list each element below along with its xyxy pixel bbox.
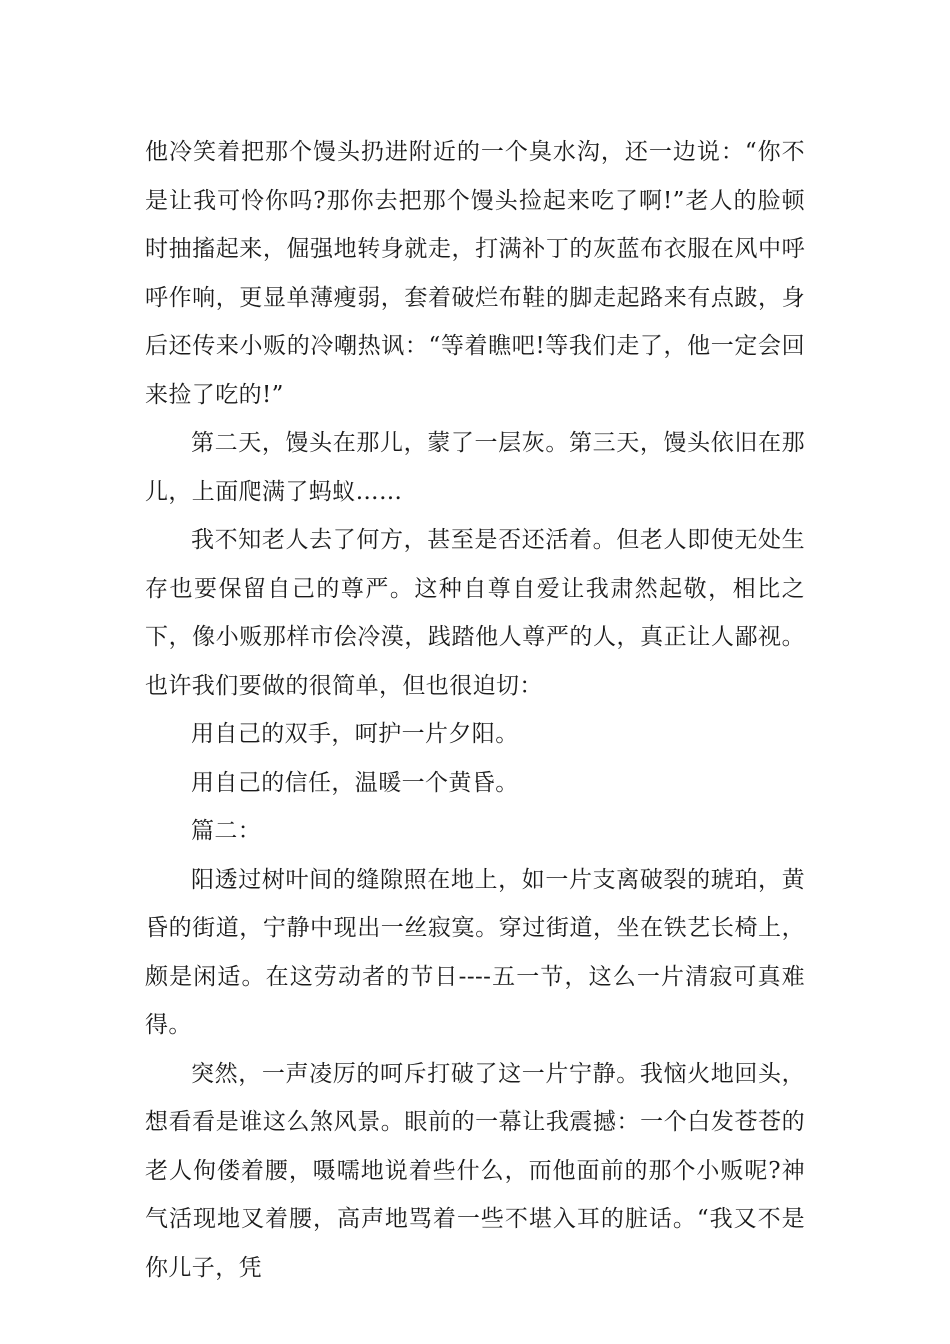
paragraph-3: 我不知老人去了何方，甚至是否还活着。但老人即使无处生存也要保留自己的尊严。这种自尊自爱让我肃然起敬，相比之下，像小贩那样市侩冷漠，践踏他人尊严的人，真正让人鄙视。也许我们要做的很简单，但也很迫切： bbox=[145, 527, 805, 699]
paragraph-7: 突然，一声凌厉的呵斥打破了这一片宁静。我恼火地回头，想看看是谁这么煞风景。眼前的一幕让我震撼：一个白发苍苍的老人佝偻着腰，嗫嚅地说着些什么，而他面前的那个小贩呢?神气活现地叉着腰，高声地骂着一些不堪入耳的脏话。“我又不是你儿子，凭 bbox=[145, 1060, 805, 1281]
section-heading: 篇二： bbox=[191, 818, 262, 844]
document-page bbox=[145, 128, 805, 1292]
paragraph-1: 他冷笑着把那个馒头扔进附近的一个臭水沟，还一边说：“你不是让我可怜你吗?那你去把那个馒头捡起来吃了啊!”老人的脸顿时抽搐起来，倔强地转身就走，打满补丁的灰蓝布衣服在风中呼呼作响，更显单薄瘦弱，套着破烂布鞋的脚走起路来有点跛，身后还传来小贩的冷嘲热讽：“等着瞧吧!等我们走了，他一定会回来捡了吃的!” bbox=[145, 139, 805, 408]
paragraph-4: 用自己的双手，呵护一片夕阳。 bbox=[191, 721, 519, 747]
paragraph-6: 阳透过树叶间的缝隙照在地上，如一片支离破裂的琥珀，黄昏的街道，宁静中现出一丝寂寞。穿过街道，坐在铁艺长椅上，颇是闲适。在这劳动者的节日----五一节，这么一片清寂可真难得。 bbox=[145, 866, 805, 1038]
paragraph-2: 第二天，馒头在那儿，蒙了一层灰。第三天，馒头依旧在那儿，上面爬满了蚂蚁…… bbox=[145, 430, 805, 505]
paragraph-5: 用自己的信任，温暖一个黄昏。 bbox=[191, 769, 519, 796]
